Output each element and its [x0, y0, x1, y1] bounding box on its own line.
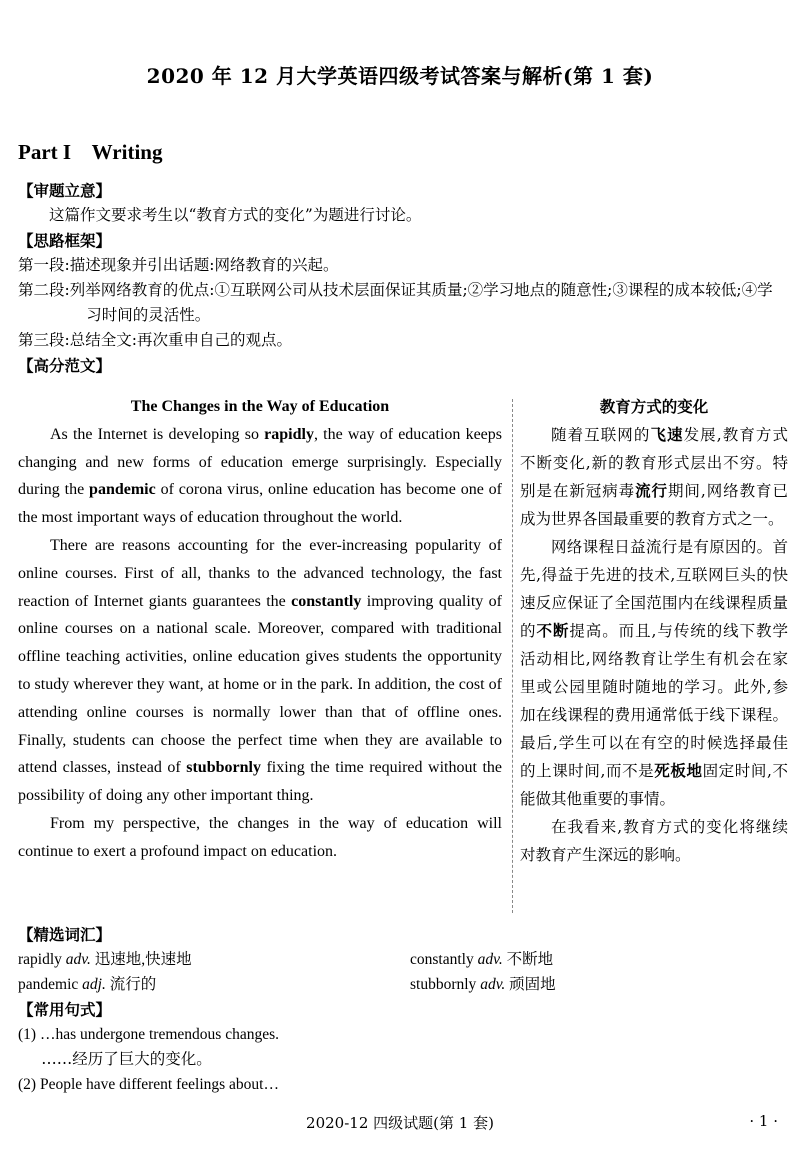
- section-head-fanwen: 【高分范文】: [18, 356, 112, 375]
- page-number: · 1 ·: [749, 1112, 778, 1130]
- page-footer: 2020-12 四级试题(第 1 套): [306, 1114, 494, 1132]
- outline-block: [18, 178, 788, 378]
- silu-p1: 第一段:描述现象并引出话题:网络教育的兴起。: [18, 256, 339, 274]
- section-head-vocab: 【精选词汇】: [18, 925, 112, 944]
- sentence-1-cn: ……经历了巨大的变化。: [41, 1050, 212, 1068]
- essay-en-title: The Changes in the Way of Education: [130, 398, 390, 415]
- vocab-item: rapidly adv. 迅速地,快速地: [18, 951, 192, 968]
- essay-en-p2: There are reasons accounting for the ever-increasing popularity of online courses. First of all, thanks to the advanced technology, the fast reaction of Internet giants guarantees the constantly improving quality of online courses on a national scale. Moreover, compared with traditional offline teaching activities, online education gives students the opportunity to study wherever they want, at home or in the park. In addition, the cost of attending online courses is normally lower than that of offline ones. Finally, students can choose the perfect time when they are available to attend classes, instead of stubbornly fixing the time required without the possibility of doing any other important thing.: [18, 536, 503, 805]
- shenti-body: 这篇作文要求考生以“教育方式的变化”为题进行讨论。: [49, 206, 422, 224]
- essay-cn-p1: 随着互联网的飞速发展,教育方式不断变化,新的教育形式层出不穷。特别是在新冠病毒流行期间,网络教育已成为世界各国最重要的教育方式之一。: [520, 424, 788, 529]
- essay-cn-p2: 网络课程日益流行是有原因的。首先,得益于先进的技术,互联网巨头的快速反应保证了全国范围内在线课程质量的不断提高。而且,与传统的线下教学活动相比,网络教育让学生有机会在家里或公园里随时随地的学习。此外,参加在线课程的费用通常低于线下课程。最后,学生可以在有空的时候选择最佳的上课时间,而不是死板地固定时间,不能做其他重要的事情。: [520, 537, 788, 809]
- essay-cn-p3: 在我看来,教育方式的变化将继续对教育产生深远的影响。: [520, 817, 788, 864]
- vocab-item: pandemic adj. 流行的: [18, 976, 157, 993]
- vocab-item: stubbornly adv. 顽固地: [410, 976, 556, 993]
- vocab-block: [18, 922, 788, 1097]
- section-head-silu: 【思路框架】: [18, 231, 112, 250]
- essay-en-p1: As the Internet is developing so rapidly, the way of education keeps changing and new forms of education emerge surprisingly. Especially during the pandemic of corona virus, online education has become one of the most important ways of education throughout the world.: [18, 425, 503, 527]
- keyword-pandemic: pandemic: [89, 481, 156, 499]
- keyword-constantly: constantly: [291, 592, 362, 610]
- keyword-stubbornly: stubbornly: [186, 759, 261, 777]
- column-divider: [512, 399, 513, 913]
- section-head-sentences: 【常用句式】: [18, 1000, 112, 1019]
- essay-columns: [18, 393, 788, 921]
- vocab-grid: [18, 947, 788, 997]
- keyword-rapidly: rapidly: [264, 425, 314, 443]
- essay-english: [18, 393, 502, 866]
- part-heading: Part I Writing: [18, 140, 163, 164]
- page-title: 2020 年 12 月大学英语四级考试答案与解析(第 1 套): [146, 64, 654, 88]
- sentence-2: (2) People have different feelings about…: [18, 1076, 279, 1093]
- silu-p2: 第二段:列举网络教育的优点:①互联网公司从技术层面保证其质量;②学习地点的随意性;③课程的成本较低;④学习时间的灵活性。: [18, 281, 773, 324]
- essay-en-p3: From my perspective, the changes in the way of education will continue to exert a profound impact on education.: [18, 814, 502, 860]
- essay-chinese: [520, 393, 788, 870]
- section-head-shenti: 【审题立意】: [18, 181, 112, 200]
- vocab-item: constantly adv. 不断地: [410, 951, 554, 968]
- sentence-1: (1) …has undergone tremendous changes.: [18, 1026, 279, 1043]
- silu-p3: 第三段:总结全文:再次重申自己的观点。: [18, 331, 292, 349]
- essay-cn-title: 教育方式的变化: [599, 397, 709, 416]
